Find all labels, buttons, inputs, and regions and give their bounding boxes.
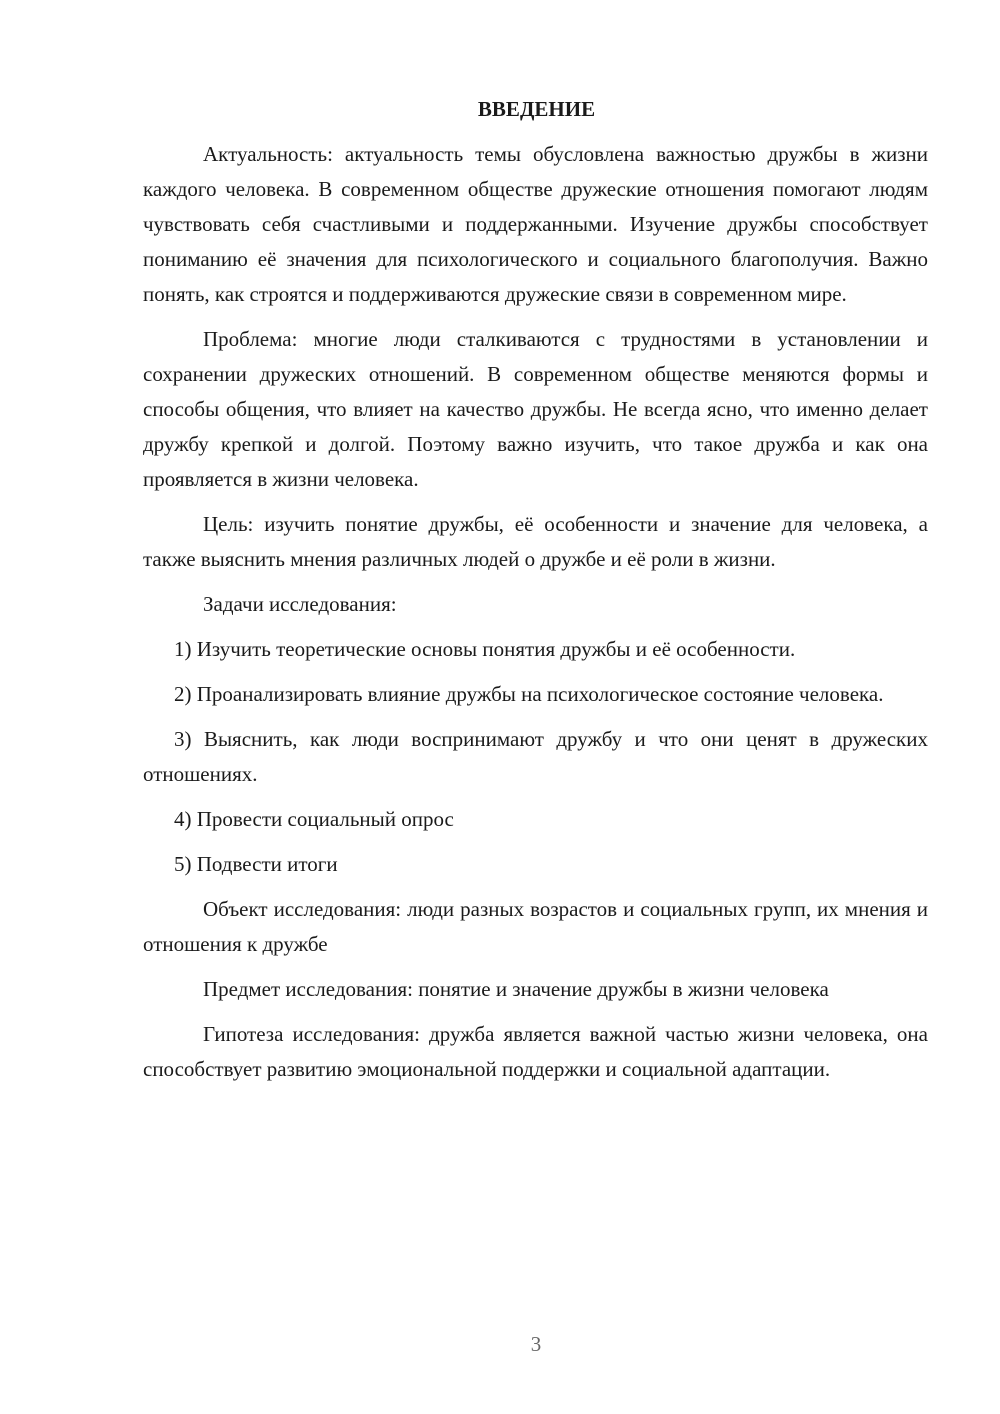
task-item-5: 5) Подвести итоги — [174, 852, 338, 876]
task-item-1: 1) Изучить теоретические основы понятия дружбы и её особенности. — [174, 637, 796, 661]
problem-paragraph: Проблема: многие люди сталкиваются с трудностями в установлении и сохранении дружеских отношений. В современном обществе меняются формы и способы общения, что влияет на качество дружбы. Не всегда ясно, что именно делает дружбу крепкой и долгой. Поэтому важно изучить, что такое дружба и как она проявляется в жизни человека. — [143, 327, 928, 491]
relevance-paragraph: Актуальность: актуальность темы обусловлена важностью дружбы в жизни каждого человека. В современном обществе дружеские отношения помогают людям чувствовать себя счастливыми и поддержанными. Изучение дружбы способствует пониманию её значения для психологического и социального благополучия. Важно понять, как строятся и поддерживаются дружеские связи в современном мире. — [143, 142, 928, 306]
object-paragraph: Объект исследования: люди разных возрастов и социальных групп, их мнения и отношения к дружбе — [143, 897, 928, 956]
page-number: 3 — [530, 1332, 542, 1356]
task-item-3: 3) Выяснить, как люди воспринимают дружбу и что они ценят в дружеских отношениях. — [143, 727, 928, 786]
task-item-4: 4) Провести социальный опрос — [174, 807, 454, 831]
document-page — [143, 92, 928, 1097]
page-title: ВВЕДЕНИЕ — [477, 97, 596, 121]
tasks-heading: Задачи исследования: — [203, 592, 397, 616]
goal-paragraph: Цель: изучить понятие дружбы, её особенности и значение для человека, а также выяснить мнения различных людей о дружбе и её роли в жизни. — [143, 512, 928, 571]
task-item-2: 2) Проанализировать влияние дружбы на психологическое состояние человека. — [174, 682, 884, 706]
hypothesis-paragraph: Гипотеза исследования: дружба является важной частью жизни человека, она способствует развитию эмоциональной поддержки и социальной адаптации. — [143, 1022, 928, 1081]
subject-paragraph: Предмет исследования: понятие и значение дружбы в жизни человека — [203, 977, 829, 1001]
